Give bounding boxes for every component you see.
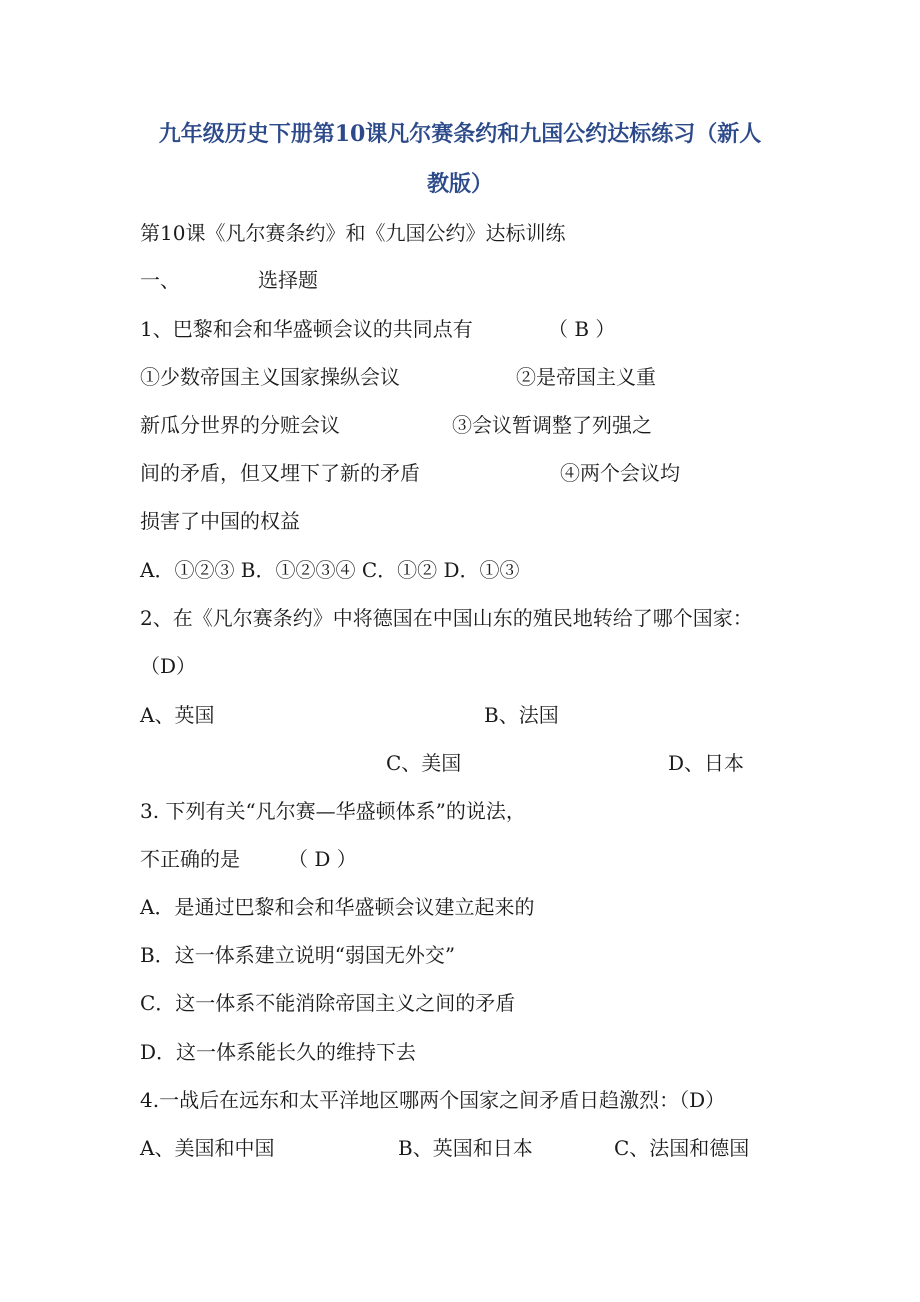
q1-statement-2-part-2: 新瓜分世界的分赃会议 xyxy=(140,413,340,437)
q2-option-b: B、法国 xyxy=(484,703,559,727)
q4-option-c: C、法国和德国 xyxy=(614,1136,750,1160)
lesson-subtitle: 第10课《凡尔赛条约》和《九国公约》达标训练 xyxy=(140,221,566,245)
q1-answer: （ B ） xyxy=(548,317,616,341)
section-number: 一、 xyxy=(140,268,180,292)
q1-options: A．①②③ B．①②③④ C．①② D．①③ xyxy=(140,558,520,582)
q1-statement-3-part-2: 间的矛盾，但又埋下了新的矛盾 xyxy=(140,461,420,485)
q3-option-a: A．是通过巴黎和会和华盛顿会议建立起来的 xyxy=(140,895,535,919)
q3-answer: （ D ） xyxy=(288,847,357,871)
q3-stem-continued: 不正确的是 xyxy=(140,847,240,871)
document-title-line-2: 教版） xyxy=(426,171,493,197)
q4-option-b: B、英国和日本 xyxy=(398,1136,533,1160)
q2-option-d: D、日本 xyxy=(668,751,745,775)
q3-option-d: D．这一体系能长久的维持下去 xyxy=(140,1040,417,1064)
q1-statement-2-part-1: ②是帝国主义重 xyxy=(516,365,656,389)
q2-answer: （D） xyxy=(140,654,197,678)
q1-statement-4-part-2: 损害了中国的权益 xyxy=(140,509,300,533)
q4-stem: 4.一战后在远东和太平洋地区哪两个国家之间矛盾日趋激烈：（D） xyxy=(140,1088,726,1112)
q1-statement-4-part-1: ④两个会议均 xyxy=(560,461,680,485)
q3-option-c: C．这一体系不能消除帝国主义之间的矛盾 xyxy=(140,991,516,1015)
q1-statement-1: ①少数帝国主义国家操纵会议 xyxy=(140,365,400,389)
q2-stem: 2、在《凡尔赛条约》中将德国在中国山东的殖民地转给了哪个国家： xyxy=(140,606,753,630)
document-title-line-1: 九年级历史下册第10课凡尔赛条约和九国公约达标练习（新人 xyxy=(158,121,762,147)
q1-stem: 1、巴黎和会和华盛顿会议的共同点有 xyxy=(140,317,473,341)
q4-option-a: A、美国和中国 xyxy=(140,1136,275,1160)
q2-option-c: C、美国 xyxy=(386,751,462,775)
q3-option-b: B．这一体系建立说明“弱国无外交” xyxy=(140,943,456,967)
q1-statement-3-part-1: ③会议暂调整了列强之 xyxy=(452,413,652,437)
q2-option-a: A、英国 xyxy=(140,703,215,727)
section-label: 选择题 xyxy=(258,268,318,292)
q3-stem: 3. 下列有关“凡尔赛—华盛顿体系”的说法， xyxy=(140,799,526,823)
